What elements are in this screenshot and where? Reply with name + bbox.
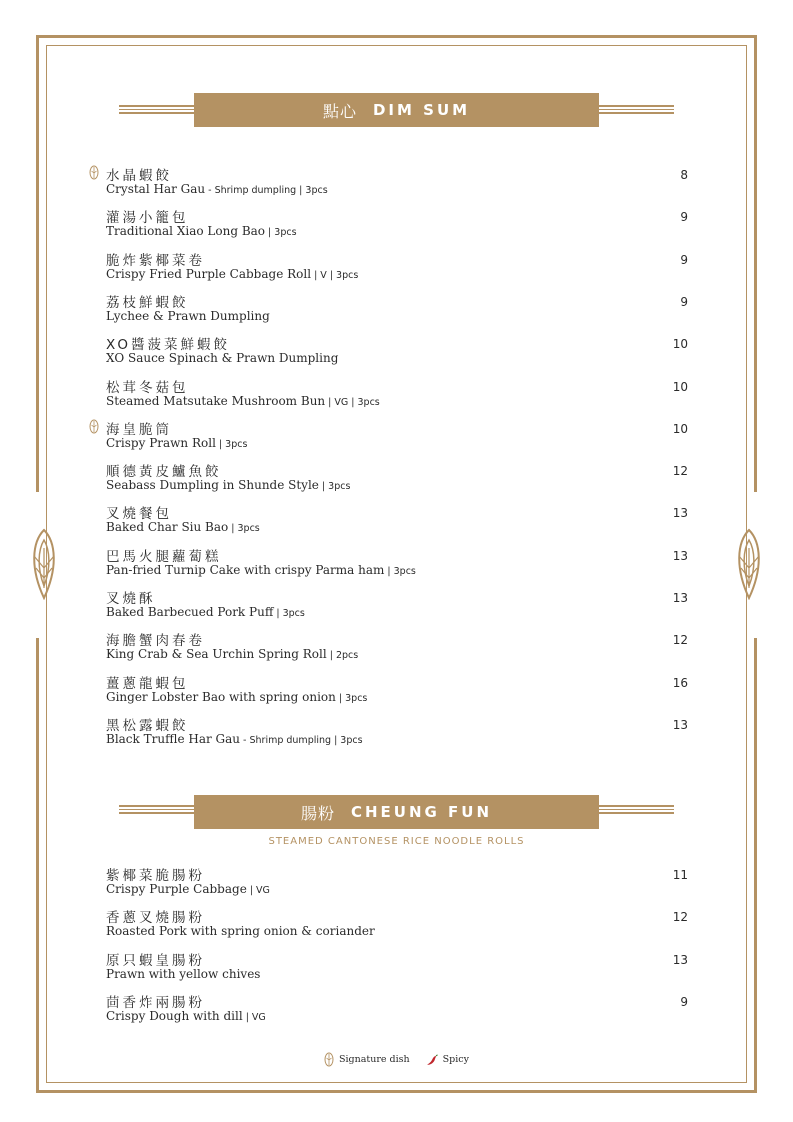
dish-name-zh: 叉燒餐包 [106, 506, 172, 523]
dish-price: 10 [672, 337, 688, 352]
legend [0, 1052, 793, 1067]
menu-item [106, 991, 688, 1031]
dish-name-en [106, 1009, 266, 1023]
dish-name-en [106, 351, 338, 365]
dish-name-en-text: Crispy Fried Purple Cabbage Roll [106, 266, 312, 281]
menu-item [106, 376, 688, 416]
dish-price: 13 [672, 548, 688, 563]
dish-name-en-text: Roasted Pork with spring onion & coriander [106, 924, 375, 939]
menu-item [106, 249, 688, 289]
menu-item [106, 629, 688, 669]
dish-name-en-text: Lychee & Prawn Dumpling [106, 308, 270, 323]
dish-price: 13 [672, 591, 688, 605]
section-title-zh: 腸粉 [300, 803, 335, 823]
dish-price: 12 [672, 464, 688, 479]
dish-detail: | 3pcs [384, 565, 416, 577]
dish-name-en-text: Crispy Prawn Roll [106, 435, 216, 450]
dish-name-en [106, 267, 358, 281]
dish-name-en-text: Seabass Dumpling in Shunde Style [106, 478, 319, 493]
legend-spicy [426, 1054, 469, 1066]
dish-name-en-text: Baked Char Siu Bao [106, 520, 229, 535]
dish-name-zh: 香蔥叉燒腸粉 [106, 910, 205, 927]
banner-right-lines [599, 103, 674, 115]
dish-price: 12 [672, 910, 688, 925]
dish-name-en [106, 520, 260, 534]
banner-left-lines [119, 103, 194, 115]
dish-name-zh: 順德黃皮鱸魚餃 [106, 464, 222, 481]
menu-item [106, 906, 688, 946]
dish-name-en-text: Pan-fried Turnip Cake with crispy Parma ham [106, 562, 385, 577]
leaf-seed-icon [89, 165, 99, 180]
leaf-seed-icon [324, 1052, 334, 1067]
dish-detail: | VG [246, 885, 270, 896]
menu-item [106, 864, 688, 904]
dish-price: 12 [672, 633, 688, 648]
banner-left-lines [119, 803, 194, 815]
dish-name-en [106, 732, 363, 746]
dish-price: 9 [680, 252, 688, 267]
dish-name-zh: 巴馬火腿蘿蔔糕 [106, 548, 222, 565]
menu-item [106, 949, 688, 989]
dish-detail: | 3pcs [265, 227, 297, 239]
dish-price: 9 [680, 994, 688, 1009]
dish-name-en [106, 882, 270, 896]
dish-price: 9 [680, 294, 688, 309]
dish-name-zh: 紫椰菜脆腸粉 [106, 868, 205, 884]
menu-item [106, 418, 688, 458]
dish-detail: - Shrimp dumpling | 3pcs [205, 185, 328, 196]
dish-name-en [106, 563, 416, 577]
dish-name-zh: 海皇脆筒 [106, 421, 172, 438]
dish-name-zh: 脆炸紫椰菜卷 [106, 252, 205, 269]
dish-name-en-text: Baked Barbecued Pork Puff [106, 605, 274, 619]
legend-spicy-label: Spicy [442, 1054, 469, 1065]
dish-name-en-text: Crispy Dough with dill [106, 1008, 243, 1023]
dish-detail: | 3pcs [215, 438, 248, 450]
dish-name-en-text: Traditional Xiao Long Bao [106, 224, 266, 239]
chili-icon [426, 1054, 438, 1066]
dish-name-zh: 水晶蝦餃 [106, 168, 172, 184]
dish-name-en [106, 436, 247, 450]
dish-name-en [106, 224, 297, 238]
crest-emblem-icon [733, 528, 765, 600]
dish-price: 13 [672, 506, 688, 521]
menu-item [106, 291, 688, 331]
dish-detail: | V | 3pcs [311, 269, 359, 281]
dish-name-en-text: Steamed Matsutake Mushroom Bun [106, 393, 326, 408]
menu-item [106, 333, 688, 373]
dish-detail: | 3pcs [335, 692, 368, 704]
legend-signature [324, 1052, 410, 1067]
dish-name-zh: 灌湯小籠包 [106, 210, 189, 227]
dish-price: 10 [672, 421, 688, 436]
dish-detail: | 3pcs [318, 481, 351, 493]
dish-name-zh: 松茸冬菇包 [106, 379, 189, 396]
section-title-zh: 點心 [322, 101, 357, 121]
dish-name-en [106, 967, 260, 981]
dish-detail: | VG [242, 1011, 266, 1023]
banner-right-lines [599, 803, 674, 815]
legend-signature-label: Signature dish [339, 1054, 410, 1065]
dish-name-en [106, 394, 380, 408]
dish-name-en-text: Ginger Lobster Bao with spring onion [106, 689, 336, 704]
menu-item [106, 714, 688, 754]
dish-name-en [106, 478, 350, 492]
dish-name-en-text: Crystal Har Gau [106, 182, 206, 196]
dish-detail: | VG | 3pcs [325, 396, 380, 408]
dish-name-en [106, 182, 328, 196]
dish-name-en [106, 690, 367, 704]
section-title-en: CHEUNG FUN [350, 803, 493, 821]
menu-item [106, 206, 688, 246]
dish-name-zh: 叉燒酥 [106, 591, 156, 607]
dish-price: 13 [672, 717, 688, 732]
dish-price: 13 [672, 952, 688, 967]
crest-emblem-icon [28, 528, 60, 600]
dish-name-zh: 荔枝鮮蝦餃 [106, 294, 189, 311]
leaf-seed-icon [89, 419, 99, 434]
dish-name-en [106, 647, 358, 661]
dish-name-zh: 海膽蟹肉春卷 [106, 633, 205, 650]
dish-name-en [106, 924, 375, 938]
dish-name-zh: XO醬菠菜鮮蝦餃 [106, 337, 231, 354]
dish-name-en-text: Black Truffle Har Gau [106, 731, 241, 746]
section-title-en: DIM SUM [372, 101, 471, 119]
dish-name-en [106, 605, 305, 619]
dish-price: 8 [680, 168, 688, 182]
dish-detail: | 3pcs [228, 523, 260, 535]
menu-item [106, 502, 688, 542]
menu-item [106, 587, 688, 627]
dish-name-zh: 茴香炸兩腸粉 [106, 994, 205, 1011]
menu-item [106, 460, 688, 500]
dish-name-en-text: XO Sauce Spinach & Prawn Dumpling [106, 351, 339, 366]
section-subtitle: STEAMED CANTONESE RICE NOODLE ROLLS [268, 836, 525, 847]
dish-name-zh: 原只蝦皇腸粉 [106, 952, 205, 969]
dish-name-en-text: King Crab & Sea Urchin Spring Roll [106, 647, 327, 662]
menu-item [106, 545, 688, 585]
dish-price: 10 [672, 379, 688, 394]
dish-detail: | 2pcs [326, 650, 359, 662]
dish-price: 11 [672, 868, 688, 882]
dish-name-zh: 薑蔥龍蝦包 [106, 675, 189, 692]
dish-name-en [106, 309, 270, 323]
menu-item [106, 672, 688, 712]
cheung-fun-banner [194, 795, 599, 829]
dish-price: 9 [680, 210, 688, 225]
dish-detail: | 3pcs [273, 608, 305, 619]
dish-name-en-text: Prawn with yellow chives [106, 966, 261, 981]
dish-detail: - Shrimp dumpling | 3pcs [240, 734, 363, 746]
dish-name-zh: 黑松露蝦餃 [106, 717, 189, 734]
menu-item [106, 164, 688, 204]
dish-name-en-text: Crispy Purple Cabbage [106, 882, 247, 896]
dish-price: 16 [672, 675, 688, 690]
dim-sum-banner [194, 93, 599, 127]
